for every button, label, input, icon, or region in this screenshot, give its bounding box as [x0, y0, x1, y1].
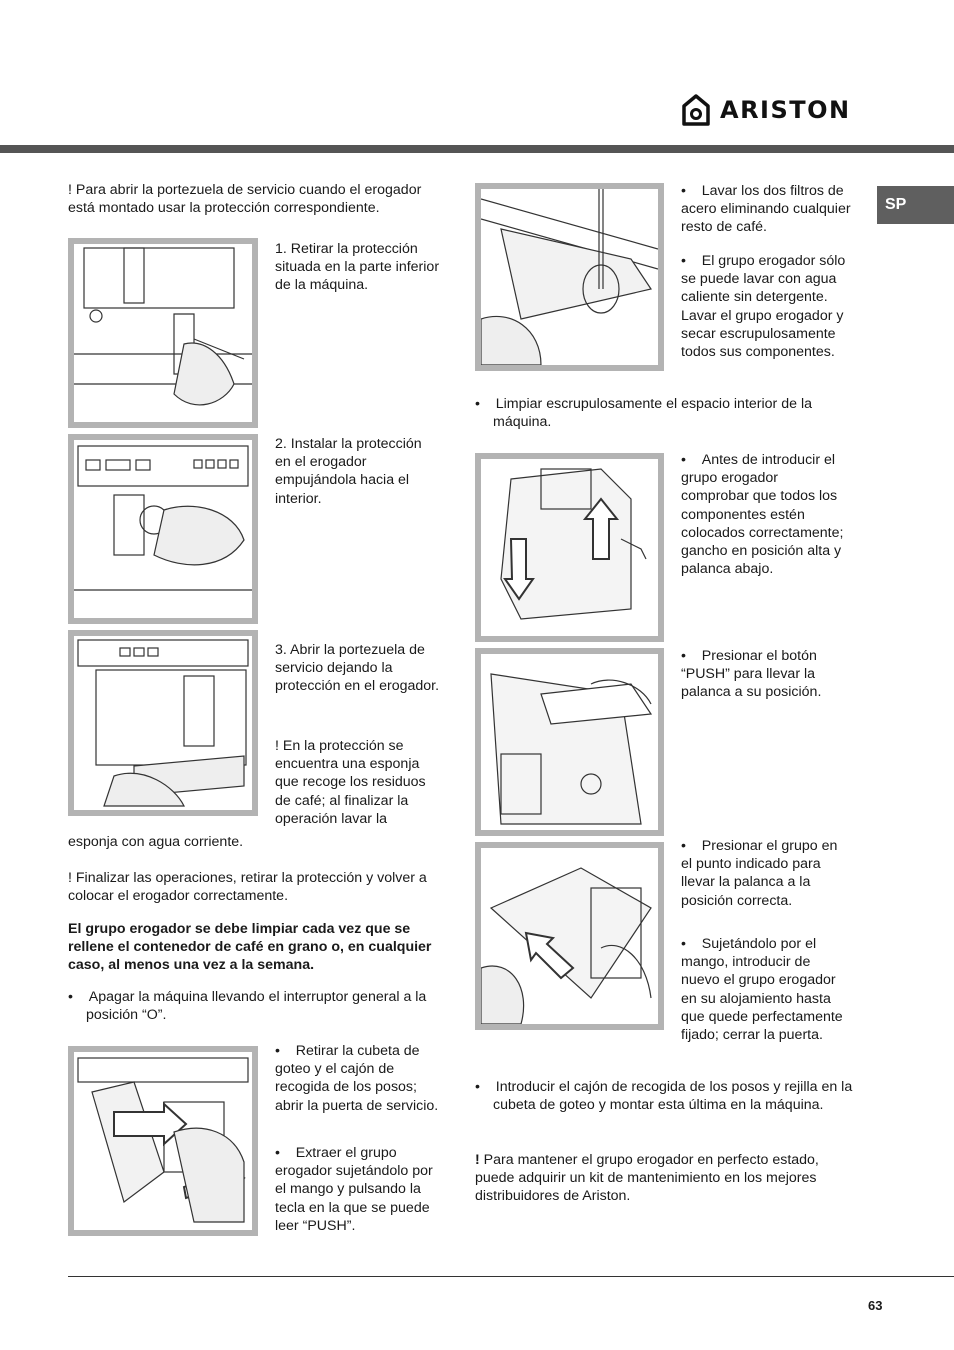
bullet-clean-interior-text: Limpiar escrupulosamente el espacio interior de la máquina.	[493, 396, 812, 431]
bullet-check-components-text: Antes de introducir el grupo erogador comprobar que todos los componentes estén colocados correctamente; gancho en posición alta y palanca abajo.	[681, 452, 844, 578]
brand-name: ARISTON	[720, 96, 851, 124]
bullet-insert-group	[681, 935, 846, 1044]
sponge-note-part1: ! En la protección se encuentra una esponja que recoge los residuos de café; al finalizar la operación lavar la	[275, 738, 426, 827]
bullet-mark: •	[275, 1043, 280, 1059]
bullet-press-push	[681, 647, 846, 702]
bullet-extract-group	[275, 1144, 440, 1235]
figure-press-group	[475, 842, 664, 1030]
bullet-wash-filters	[681, 182, 851, 237]
footer-rule	[68, 1276, 954, 1277]
bullet-extract-group-text: Extraer el grupo erogador sujetándolo por el mango y pulsando la tecla en la que se puede leer “PUSH”.	[275, 1145, 433, 1234]
step-2-text: 2. Instalar la protección en el erogador empujándola hacia el interior.	[275, 436, 422, 507]
maintenance-note-text: Para mantener el grupo erogador en perfecto estado, puede adquirir un kit de mantenimiento en los mejores distribuidores de Ariston.	[475, 1152, 819, 1205]
figure-open-service-door	[68, 630, 258, 816]
illustration-check-components	[481, 459, 658, 636]
maintenance-note-mark: !	[475, 1152, 480, 1168]
bullet-remove-tray	[275, 1042, 440, 1115]
intro-text: ! Para abrir la portezuela de servicio cuando el erogador está montado usar la protección correspondiente.	[68, 182, 422, 217]
illustration-remove-group	[74, 1052, 252, 1230]
bullet-mark: •	[681, 253, 686, 269]
brand-logo	[682, 92, 872, 128]
bullet-mark: •	[475, 1079, 480, 1095]
header-bar	[0, 145, 954, 153]
bullet-switch-off-text: Apagar la máquina llevando el interruptor general a la posición “O”.	[86, 989, 427, 1024]
bullet-wash-group-text: El grupo erogador sólo se puede lavar con agua caliente sin detergente. Lavar el grupo erogador y secar escrupulosamente todos sus componentes.	[681, 253, 846, 361]
illustration-press-group	[481, 848, 658, 1024]
cleaning-warning: El grupo erogador se debe limpiar cada vez que se rellene el contenedor de café en grano o, en cualquier caso, al menos una vez a la semana.	[68, 921, 432, 974]
bullet-mark: •	[475, 396, 480, 412]
bullet-mark: •	[275, 1145, 280, 1161]
illustration-install-protection	[74, 440, 252, 618]
bullet-mark: •	[68, 989, 73, 1005]
sponge-note-part2: esponja con agua corriente.	[68, 834, 244, 850]
step-3-text: 3. Abrir la portezuela de servicio dejando la protección en el erogador.	[275, 642, 440, 695]
bullet-check-components	[681, 451, 846, 578]
bullet-mark: •	[681, 936, 686, 952]
bullet-press-group-text: Presionar el grupo en el punto indicado para llevar la palanca a la posición correcta.	[681, 838, 838, 909]
bullet-mark: •	[681, 648, 686, 664]
house-logo-icon	[682, 94, 710, 126]
figure-check-components	[475, 453, 664, 642]
bullet-insert-drawer-text: Introducir el cajón de recogida de los posos y rejilla en la cubeta de goteo y montar esta última en la máquina.	[493, 1079, 853, 1114]
language-tab: SP	[877, 186, 954, 224]
bullet-switch-off	[68, 988, 462, 1024]
illustration-remove-protection	[74, 244, 252, 422]
illustration-wash-filters	[481, 189, 658, 365]
figure-press-push	[475, 648, 664, 836]
figure-install-protection	[68, 434, 258, 624]
illustration-open-service-door	[74, 636, 252, 810]
bullet-press-group	[681, 837, 846, 910]
figure-remove-group	[68, 1046, 258, 1236]
step-1-text: 1. Retirar la protección situada en la parte inferior de la máquina.	[275, 241, 440, 294]
bullet-wash-filters-text: Lavar los dos filtros de acero eliminando cualquier resto de café.	[681, 183, 851, 236]
maintenance-note	[475, 1151, 847, 1206]
illustration-press-push	[481, 654, 658, 830]
bullet-wash-group	[681, 252, 851, 361]
bullet-press-push-text: Presionar el botón “PUSH” para llevar la palanca a su posición.	[681, 648, 822, 701]
finalize-text: ! Finalizar las operaciones, retirar la protección y volver a colocar el erogador correctamente.	[68, 870, 427, 905]
figure-wash-filters	[475, 183, 664, 371]
bullet-mark: •	[681, 452, 686, 468]
bullet-clean-interior	[475, 395, 865, 431]
bullet-remove-tray-text: Retirar la cubeta de goteo y el cajón de recogida de los posos; abrir la puerta de servicio.	[275, 1043, 439, 1114]
bullet-mark: •	[681, 838, 686, 854]
bullet-mark: •	[681, 183, 686, 199]
bullet-insert-drawer	[475, 1078, 865, 1114]
figure-remove-protection	[68, 238, 258, 428]
bullet-insert-group-text: Sujetándolo por el mango, introducir de nuevo el grupo erogador en su alojamiento hasta que quede perfectamente fijado; cerrar la puerta.	[681, 936, 843, 1044]
page-number: 63	[868, 1298, 883, 1313]
